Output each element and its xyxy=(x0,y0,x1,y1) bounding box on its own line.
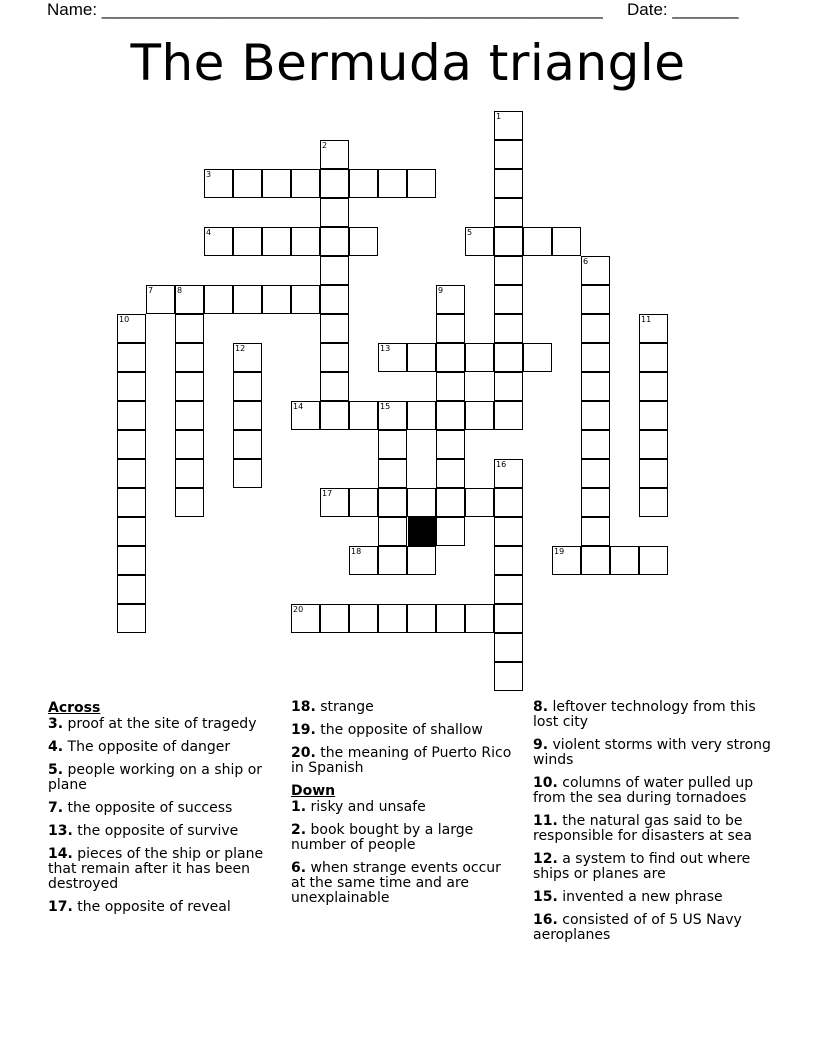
across-clue-3: 3. proof at the site of tragedy xyxy=(48,716,257,732)
grid-cell[interactable] xyxy=(436,488,465,517)
across-clue-7: 7. the opposite of success xyxy=(48,800,233,816)
blocked-cell xyxy=(408,517,437,546)
grid-cell[interactable] xyxy=(494,575,523,604)
grid-cell[interactable] xyxy=(552,546,581,575)
grid-cell[interactable] xyxy=(378,488,407,517)
grid-cell[interactable] xyxy=(436,314,465,343)
grid-cell[interactable] xyxy=(378,604,407,633)
grid-cell[interactable] xyxy=(320,488,349,517)
grid-cell[interactable] xyxy=(378,546,407,575)
across-clue-13: 13. the opposite of survive xyxy=(48,823,239,839)
grid-cell[interactable] xyxy=(494,198,523,227)
clue-number: 17 xyxy=(322,489,333,498)
grid-cell[interactable] xyxy=(378,517,407,546)
grid-cell[interactable] xyxy=(320,169,349,198)
date-field[interactable]: Date: _______ xyxy=(627,0,739,19)
grid-cell[interactable] xyxy=(494,140,523,169)
grid-cell[interactable] xyxy=(523,227,552,256)
grid-cell[interactable] xyxy=(581,459,610,488)
grid-cell[interactable] xyxy=(378,430,407,459)
grid-cell[interactable] xyxy=(349,169,378,198)
clues-column-3 xyxy=(533,700,773,951)
grid-cell[interactable] xyxy=(639,488,668,517)
grid-cell[interactable] xyxy=(233,430,262,459)
grid-cell[interactable] xyxy=(436,285,465,314)
down-clue-12: 12. a system to find out where ships or planes are xyxy=(533,851,751,882)
across-clue-19: 19. the opposite of shallow xyxy=(291,722,483,738)
grid-cell[interactable] xyxy=(320,604,349,633)
grid-cell[interactable] xyxy=(349,604,378,633)
grid-cell[interactable] xyxy=(175,459,204,488)
grid-cell[interactable] xyxy=(436,401,465,430)
grid-cell[interactable] xyxy=(581,488,610,517)
across-clue-20: 20. the meaning of Puerto Rico in Spanish xyxy=(291,745,512,776)
grid-cell[interactable] xyxy=(233,285,262,314)
clue-number: 16 xyxy=(496,460,507,469)
grid-cell[interactable] xyxy=(117,604,146,633)
across-heading: Across xyxy=(48,700,101,716)
grid-cell[interactable] xyxy=(639,372,668,401)
grid-cell[interactable] xyxy=(320,198,349,227)
grid-cell[interactable] xyxy=(204,227,233,256)
grid-cell[interactable] xyxy=(494,662,523,691)
grid-cell[interactable] xyxy=(436,604,465,633)
clue-number: 10 xyxy=(119,315,130,324)
grid-cell[interactable] xyxy=(581,372,610,401)
grid-cell[interactable] xyxy=(117,372,146,401)
clue-number: 6 xyxy=(583,257,589,266)
down-clue-8: 8. leftover technology from this lost city xyxy=(533,699,756,730)
grid-cell[interactable] xyxy=(349,488,378,517)
across-clue-18: 18. strange xyxy=(291,699,374,715)
grid-cell[interactable] xyxy=(494,227,523,256)
grid-cell[interactable] xyxy=(581,343,610,372)
grid-cell[interactable] xyxy=(233,169,262,198)
grid-cell[interactable] xyxy=(465,227,494,256)
grid-cell[interactable] xyxy=(378,401,407,430)
grid-cell[interactable] xyxy=(436,372,465,401)
clues-column-1 xyxy=(48,700,278,923)
grid-cell[interactable] xyxy=(233,401,262,430)
grid-cell[interactable] xyxy=(378,459,407,488)
grid-cell[interactable] xyxy=(175,372,204,401)
across-clue-4: 4. The opposite of danger xyxy=(48,739,231,755)
across-clue-5: 5. people working on a ship or plane xyxy=(48,762,263,793)
grid-cell[interactable] xyxy=(175,285,204,314)
grid-cell[interactable] xyxy=(523,343,552,372)
grid-cell[interactable] xyxy=(494,517,523,546)
clue-number: 5 xyxy=(467,228,473,237)
grid-cell[interactable] xyxy=(494,459,523,488)
grid-cell[interactable] xyxy=(175,430,204,459)
grid-cell[interactable] xyxy=(494,256,523,285)
grid-cell[interactable] xyxy=(494,546,523,575)
down-clue-6: 6. when strange events occur at the same time and are unexplainable xyxy=(291,860,501,906)
grid-cell[interactable] xyxy=(581,430,610,459)
grid-cell[interactable] xyxy=(233,372,262,401)
grid-cell[interactable] xyxy=(436,459,465,488)
grid-cell[interactable] xyxy=(494,343,523,372)
grid-cell[interactable] xyxy=(117,488,146,517)
grid-cell[interactable] xyxy=(320,227,349,256)
grid-cell[interactable] xyxy=(291,285,320,314)
grid-cell[interactable] xyxy=(378,343,407,372)
clue-number: 19 xyxy=(554,547,565,556)
grid-cell[interactable] xyxy=(320,401,349,430)
grid-cell[interactable] xyxy=(320,372,349,401)
clue-number: 4 xyxy=(206,228,212,237)
grid-cell[interactable] xyxy=(494,169,523,198)
clue-number: 3 xyxy=(206,170,212,179)
clue-number: 12 xyxy=(235,344,246,353)
clue-number: 7 xyxy=(148,286,154,295)
grid-cell[interactable] xyxy=(465,343,494,372)
grid-cell[interactable] xyxy=(349,401,378,430)
grid-cell[interactable] xyxy=(639,343,668,372)
grid-cell[interactable] xyxy=(117,546,146,575)
clue-number: 9 xyxy=(438,286,444,295)
grid-cell[interactable] xyxy=(494,314,523,343)
grid-cell[interactable] xyxy=(494,285,523,314)
grid-cell[interactable] xyxy=(320,256,349,285)
grid-cell[interactable] xyxy=(378,169,407,198)
grid-cell[interactable] xyxy=(407,401,436,430)
grid-cell[interactable] xyxy=(581,256,610,285)
grid-cell[interactable] xyxy=(407,546,436,575)
name-field[interactable]: Name: _____________________________________________________ xyxy=(47,0,603,19)
grid-cell[interactable] xyxy=(320,285,349,314)
clue-number: 8 xyxy=(177,286,183,295)
grid-cell[interactable] xyxy=(233,227,262,256)
grid-cell[interactable] xyxy=(407,343,436,372)
grid-cell[interactable] xyxy=(262,169,291,198)
grid-cell[interactable] xyxy=(581,314,610,343)
grid-cell[interactable] xyxy=(552,227,581,256)
grid-cell[interactable] xyxy=(117,401,146,430)
grid-cell[interactable] xyxy=(494,633,523,662)
across-clue-17: 17. the opposite of reveal xyxy=(48,899,231,915)
grid-cell[interactable] xyxy=(117,314,146,343)
grid-cell[interactable] xyxy=(117,430,146,459)
down-clue-9: 9. violent storms with very strong winds xyxy=(533,737,771,768)
grid-cell[interactable] xyxy=(233,459,262,488)
grid-cell[interactable] xyxy=(639,459,668,488)
clue-number: 20 xyxy=(293,605,304,614)
grid-cell[interactable] xyxy=(407,604,436,633)
grid-cell[interactable] xyxy=(436,430,465,459)
grid-cell[interactable] xyxy=(320,314,349,343)
grid-cell[interactable] xyxy=(291,604,320,633)
clue-number: 2 xyxy=(322,141,328,150)
grid-cell[interactable] xyxy=(349,546,378,575)
grid-cell[interactable] xyxy=(204,285,233,314)
grid-cell[interactable] xyxy=(494,604,523,633)
clue-number: 13 xyxy=(380,344,391,353)
grid-cell[interactable] xyxy=(494,488,523,517)
grid-cell[interactable] xyxy=(639,546,668,575)
grid-cell[interactable] xyxy=(175,314,204,343)
grid-cell[interactable] xyxy=(639,401,668,430)
grid-cell[interactable] xyxy=(320,140,349,169)
down-heading: Down xyxy=(291,783,336,799)
grid-cell[interactable] xyxy=(581,285,610,314)
grid-cell[interactable] xyxy=(465,401,494,430)
grid-cell[interactable] xyxy=(291,401,320,430)
down-clue-15: 15. invented a new phrase xyxy=(533,889,723,905)
grid-cell[interactable] xyxy=(349,227,378,256)
grid-cell[interactable] xyxy=(175,343,204,372)
clue-number: 14 xyxy=(293,402,304,411)
grid-cell[interactable] xyxy=(117,517,146,546)
down-clue-11: 11. the natural gas said to be responsible for disasters at sea xyxy=(533,813,752,844)
grid-cell[interactable] xyxy=(581,546,610,575)
grid-cell[interactable] xyxy=(610,546,639,575)
grid-cell[interactable] xyxy=(465,488,494,517)
grid-cell[interactable] xyxy=(494,401,523,430)
grid-cell[interactable] xyxy=(117,343,146,372)
grid-cell[interactable] xyxy=(291,169,320,198)
grid-cell[interactable] xyxy=(262,285,291,314)
down-clue-10: 10. columns of water pulled up from the sea during tornadoes xyxy=(533,775,754,806)
down-clue-2: 2. book bought by a large number of people xyxy=(291,822,474,853)
clues-column-2 xyxy=(291,700,519,914)
grid-cell[interactable] xyxy=(639,314,668,343)
grid-cell[interactable] xyxy=(204,169,233,198)
grid-cell[interactable] xyxy=(117,575,146,604)
grid-cell[interactable] xyxy=(320,343,349,372)
clue-number: 15 xyxy=(380,402,391,411)
grid-cell[interactable] xyxy=(436,343,465,372)
grid-cell[interactable] xyxy=(175,488,204,517)
grid-cell[interactable] xyxy=(146,285,175,314)
grid-cell[interactable] xyxy=(407,169,436,198)
across-clue-14: 14. pieces of the ship or plane that remain after it has been destroyed xyxy=(48,846,264,892)
clue-number: 18 xyxy=(351,547,362,556)
grid-cell[interactable] xyxy=(262,227,291,256)
grid-cell[interactable] xyxy=(639,430,668,459)
grid-cell[interactable] xyxy=(117,459,146,488)
clue-number: 1 xyxy=(496,112,502,121)
grid-cell[interactable] xyxy=(581,517,610,546)
grid-cell[interactable] xyxy=(494,111,523,140)
grid-cell[interactable] xyxy=(407,488,436,517)
down-clue-1: 1. risky and unsafe xyxy=(291,799,426,815)
grid-cell[interactable] xyxy=(175,401,204,430)
page-title: The Bermuda triangle xyxy=(130,34,686,92)
down-clue-16: 16. consisted of of 5 US Navy aeroplanes xyxy=(533,912,742,943)
clue-number: 11 xyxy=(641,315,652,324)
grid-cell[interactable] xyxy=(494,372,523,401)
grid-cell[interactable] xyxy=(436,517,465,546)
grid-cell[interactable] xyxy=(465,604,494,633)
grid-cell[interactable] xyxy=(291,227,320,256)
grid-cell[interactable] xyxy=(233,343,262,372)
grid-cell[interactable] xyxy=(581,401,610,430)
